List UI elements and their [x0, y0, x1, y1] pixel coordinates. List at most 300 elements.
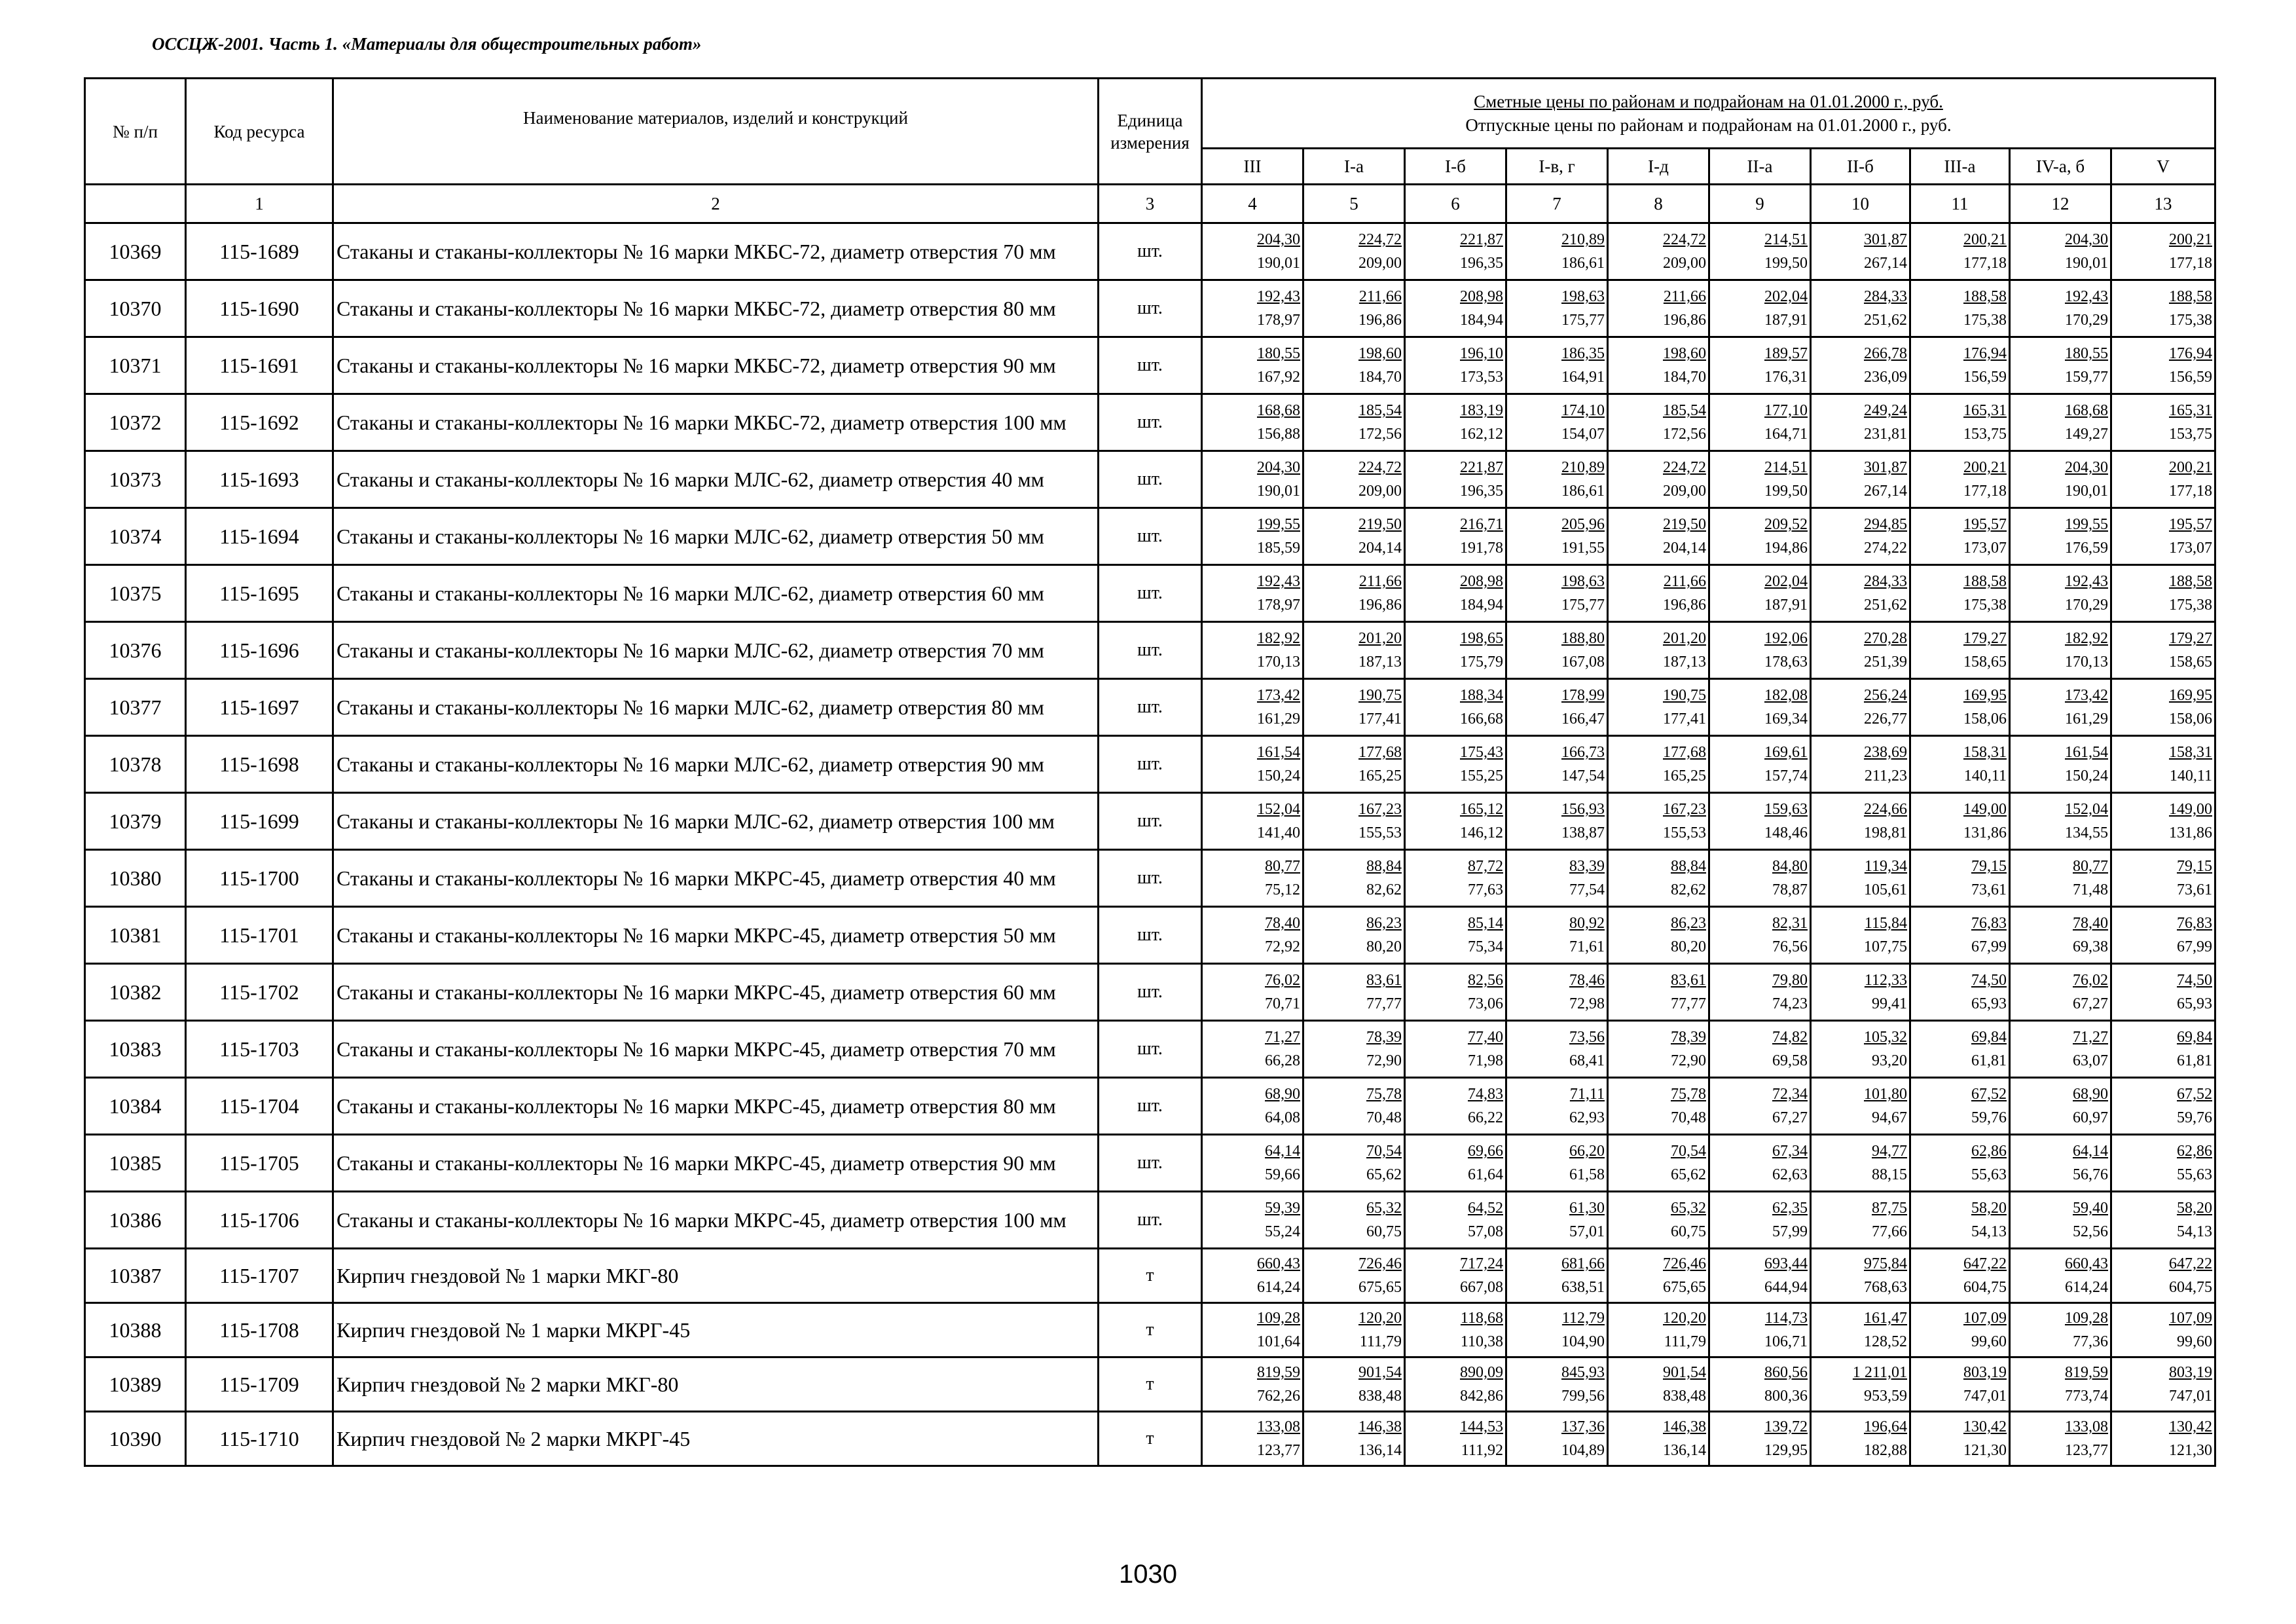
estimate-price: 182,08	[1764, 687, 1808, 704]
release-price: 65,93	[2177, 995, 2212, 1012]
price-cell	[1709, 337, 1811, 394]
estimate-price: 200,21	[1963, 459, 2007, 476]
release-price: 177,41	[1663, 710, 1706, 728]
price-cell	[1405, 850, 1506, 907]
unit-of-measure: шт.	[1099, 1078, 1202, 1135]
estimate-price: 208,98	[1460, 288, 1503, 305]
material-name: Стаканы и стаканы-коллекторы № 16 марки МКБС-72, диаметр отверстия 80 мм	[333, 280, 1099, 337]
price-cell	[1910, 394, 2010, 451]
release-price: 190,01	[2065, 483, 2108, 500]
release-price: 158,65	[1963, 654, 2007, 671]
release-price: 131,86	[2169, 824, 2212, 841]
estimate-price: 152,04	[2065, 801, 2108, 818]
release-price: 187,13	[1358, 654, 1402, 671]
price-cell	[1405, 964, 1506, 1021]
column-number	[85, 185, 186, 223]
price-cell	[1506, 736, 1608, 793]
price-cell	[2111, 907, 2215, 964]
estimate-price: 975,84	[1864, 1255, 1907, 1272]
header-price-group	[1202, 79, 2215, 149]
release-price: 128,52	[1864, 1333, 1907, 1350]
price-cell	[1405, 1412, 1506, 1466]
release-price: 198,81	[1864, 824, 1907, 841]
unit-of-measure: шт.	[1099, 1135, 1202, 1192]
resource-code: 115-1704	[186, 1078, 333, 1135]
price-cell	[1910, 337, 2010, 394]
column-number: 3	[1099, 185, 1202, 223]
price-cell	[1709, 1192, 1811, 1249]
price-cell	[1405, 280, 1506, 337]
release-price: 251,62	[1864, 312, 1907, 329]
table-row	[85, 565, 2215, 622]
estimate-price: 266,78	[1864, 345, 1907, 362]
price-cell	[1709, 565, 1811, 622]
price-cell	[1608, 1357, 1709, 1412]
material-name: Стаканы и стаканы-коллекторы № 16 марки МКРС-45, диаметр отверстия 40 мм	[333, 850, 1099, 907]
estimate-price: 256,24	[1864, 687, 1907, 704]
release-price: 77,63	[1468, 881, 1503, 898]
release-price: 75,12	[1265, 881, 1300, 898]
release-price: 267,14	[1864, 255, 1907, 272]
row-number: 10387	[85, 1249, 186, 1303]
table-row	[85, 622, 2215, 679]
price-cell	[1506, 1192, 1608, 1249]
price-cell	[1405, 736, 1506, 793]
price-cell	[1202, 223, 1303, 280]
estimate-price: 726,46	[1358, 1255, 1402, 1272]
release-price: 77,36	[2073, 1333, 2108, 1350]
price-cell	[1202, 850, 1303, 907]
release-price: 167,08	[1561, 654, 1605, 671]
release-price: 153,75	[2169, 426, 2212, 443]
material-name: Стаканы и стаканы-коллекторы № 16 марки МЛС-62, диаметр отверстия 80 мм	[333, 679, 1099, 736]
release-price: 140,11	[1963, 767, 2007, 784]
price-cell	[1811, 280, 1910, 337]
estimate-price: 200,21	[2169, 459, 2212, 476]
price-cell	[1709, 622, 1811, 679]
price-cell	[1506, 793, 1608, 850]
release-price: 93,20	[1872, 1052, 1907, 1069]
release-price: 156,88	[1257, 426, 1300, 443]
release-price: 199,50	[1764, 255, 1808, 272]
release-price: 73,61	[1971, 881, 2007, 898]
release-price: 149,27	[2065, 426, 2108, 443]
price-cell	[1202, 964, 1303, 1021]
estimate-price: 188,34	[1460, 687, 1503, 704]
column-number: 2	[333, 185, 1099, 223]
estimate-price: 198,63	[1561, 288, 1605, 305]
estimate-price: 112,33	[1864, 972, 1907, 989]
estimate-price: 204,30	[2065, 231, 2108, 248]
estimate-price: 107,09	[2169, 1310, 2212, 1327]
estimate-price: 219,50	[1663, 516, 1706, 533]
unit-of-measure: шт.	[1099, 679, 1202, 736]
estimate-price: 80,77	[2073, 858, 2108, 875]
material-name: Стаканы и стаканы-коллекторы № 16 марки МКРС-45, диаметр отверстия 100 мм	[333, 1192, 1099, 1249]
release-price: 80,20	[1671, 938, 1706, 955]
release-price: 236,09	[1864, 369, 1907, 386]
district-header: I-в, г	[1506, 149, 1608, 185]
estimate-price: 71,11	[1569, 1086, 1605, 1103]
release-price: 72,90	[1366, 1052, 1402, 1069]
price-cell	[1506, 1412, 1608, 1466]
estimate-price: 190,75	[1663, 687, 1706, 704]
release-price: 175,38	[2169, 312, 2212, 329]
estimate-price: 177,68	[1663, 744, 1706, 761]
release-price: 67,99	[1971, 938, 2007, 955]
unit-of-measure: шт.	[1099, 508, 1202, 565]
estimate-price: 803,19	[1963, 1364, 2007, 1381]
price-cell	[1303, 1249, 1405, 1303]
price-cell	[2010, 679, 2111, 736]
price-cell	[1405, 337, 1506, 394]
price-cell	[1303, 793, 1405, 850]
price-cell	[1202, 793, 1303, 850]
price-cell	[1506, 964, 1608, 1021]
estimate-price: 214,51	[1764, 231, 1808, 248]
release-price: 68,41	[1569, 1052, 1605, 1069]
release-price: 60,75	[1671, 1223, 1706, 1240]
release-price: 226,77	[1864, 710, 1907, 728]
estimate-price: 69,84	[2177, 1029, 2212, 1046]
release-price: 147,54	[1561, 767, 1605, 784]
resource-code: 115-1693	[186, 451, 333, 508]
table-row	[85, 850, 2215, 907]
estimate-price: 133,08	[1257, 1418, 1300, 1435]
price-cell	[1811, 565, 1910, 622]
price-cell	[1202, 565, 1303, 622]
price-cell	[1811, 1192, 1910, 1249]
release-price: 63,07	[2073, 1052, 2108, 1069]
estimate-price: 62,35	[1772, 1200, 1808, 1217]
material-name: Кирпич гнездовой № 2 марки МКРГ-45	[333, 1412, 1099, 1466]
price-cell	[1709, 1303, 1811, 1357]
estimate-price: 64,14	[2073, 1143, 2108, 1160]
price-cell	[1811, 1021, 1910, 1078]
material-name: Стаканы и стаканы-коллекторы № 16 марки МЛС-62, диаметр отверстия 100 мм	[333, 793, 1099, 850]
release-price: 65,93	[1971, 995, 2007, 1012]
price-cell	[1202, 337, 1303, 394]
estimate-price: 101,80	[1864, 1086, 1907, 1103]
row-number: 10388	[85, 1303, 186, 1357]
release-price: 64,08	[1265, 1109, 1300, 1126]
price-cell	[1608, 1249, 1709, 1303]
estimate-price: 76,02	[2073, 972, 2108, 989]
release-price: 70,48	[1671, 1109, 1706, 1126]
price-cell	[1709, 907, 1811, 964]
release-price: 675,65	[1358, 1279, 1402, 1296]
release-price: 196,35	[1460, 255, 1503, 272]
estimate-price: 660,43	[1257, 1255, 1300, 1272]
price-cell	[1405, 622, 1506, 679]
price-cell	[1811, 508, 1910, 565]
row-number: 10382	[85, 964, 186, 1021]
resource-code: 115-1700	[186, 850, 333, 907]
row-number: 10379	[85, 793, 186, 850]
price-cell	[1405, 793, 1506, 850]
table-body	[85, 223, 2215, 1466]
estimate-price: 224,72	[1358, 231, 1402, 248]
release-price: 164,91	[1561, 369, 1605, 386]
release-price: 60,75	[1366, 1223, 1402, 1240]
release-price: 123,77	[2065, 1442, 2108, 1459]
release-price: 55,24	[1265, 1223, 1300, 1240]
price-cell	[1709, 1357, 1811, 1412]
price-cell	[2010, 1303, 2111, 1357]
column-number: 11	[1910, 185, 2010, 223]
estimate-price: 210,89	[1561, 459, 1605, 476]
release-price: 177,18	[1963, 255, 2007, 272]
release-price: 110,38	[1460, 1333, 1503, 1350]
row-number: 10375	[85, 565, 186, 622]
estimate-price: 130,42	[1963, 1418, 2007, 1435]
estimate-price: 188,80	[1561, 630, 1605, 647]
row-number: 10376	[85, 622, 186, 679]
price-cell	[1405, 1357, 1506, 1412]
price-cell	[1608, 394, 1709, 451]
unit-of-measure: шт.	[1099, 850, 1202, 907]
row-number: 10381	[85, 907, 186, 964]
unit-of-measure: шт.	[1099, 394, 1202, 451]
release-price: 154,07	[1561, 426, 1605, 443]
price-cell	[2010, 622, 2111, 679]
estimate-price: 216,71	[1460, 516, 1503, 533]
release-price: 186,61	[1561, 483, 1605, 500]
table-row	[85, 1135, 2215, 1192]
release-price: 156,59	[2169, 369, 2212, 386]
price-cell	[1405, 1303, 1506, 1357]
estimate-price: 80,77	[1265, 858, 1300, 875]
price-cell	[1811, 337, 1910, 394]
price-cell	[1405, 1135, 1506, 1192]
estimate-price: 158,31	[1963, 744, 2007, 761]
table-row	[85, 1021, 2215, 1078]
table-row	[85, 1249, 2215, 1303]
release-price: 177,41	[1358, 710, 1402, 728]
release-price: 165,25	[1663, 767, 1706, 784]
release-price: 164,71	[1764, 426, 1808, 443]
table-row	[85, 1078, 2215, 1135]
release-price: 614,24	[1257, 1279, 1300, 1296]
estimate-price: 173,42	[1257, 687, 1300, 704]
row-number: 10384	[85, 1078, 186, 1135]
release-price: 54,13	[1971, 1223, 2007, 1240]
release-price: 66,28	[1265, 1052, 1300, 1069]
estimate-price: 88,84	[1671, 858, 1706, 875]
price-cell	[1811, 736, 1910, 793]
price-cell	[1202, 1021, 1303, 1078]
estimate-price: 66,20	[1569, 1143, 1605, 1160]
row-number: 10383	[85, 1021, 186, 1078]
release-price: 77,77	[1366, 995, 1402, 1012]
estimate-price: 72,34	[1772, 1086, 1808, 1103]
price-cell	[1202, 451, 1303, 508]
estimate-price: 86,23	[1671, 915, 1706, 932]
release-price: 267,14	[1864, 483, 1907, 500]
release-price: 55,63	[2177, 1166, 2212, 1183]
estimate-price: 65,32	[1671, 1200, 1706, 1217]
resource-code: 115-1707	[186, 1249, 333, 1303]
price-cell	[2111, 394, 2215, 451]
estimate-price: 64,14	[1265, 1143, 1300, 1160]
estimate-price: 166,73	[1561, 744, 1605, 761]
release-price: 166,47	[1561, 710, 1605, 728]
estimate-price: 717,24	[1460, 1255, 1503, 1272]
release-price: 204,14	[1358, 540, 1402, 557]
price-cell	[2010, 337, 2111, 394]
release-price: 158,06	[1963, 710, 2007, 728]
price-cell	[2111, 622, 2215, 679]
release-price: 56,76	[2073, 1166, 2108, 1183]
release-price: 747,01	[2169, 1388, 2212, 1405]
release-price: 209,00	[1663, 255, 1706, 272]
price-cell	[1608, 793, 1709, 850]
estimate-price: 64,52	[1468, 1200, 1503, 1217]
resource-code: 115-1708	[186, 1303, 333, 1357]
district-header: V	[2111, 149, 2215, 185]
table-row	[85, 451, 2215, 508]
price-cell	[1506, 337, 1608, 394]
price-cell	[1608, 622, 1709, 679]
price-cell	[1303, 850, 1405, 907]
price-cell	[2010, 736, 2111, 793]
estimate-price: 214,51	[1764, 459, 1808, 476]
release-price: 66,22	[1468, 1109, 1503, 1126]
release-price: 71,98	[1468, 1052, 1503, 1069]
release-price: 148,46	[1764, 824, 1808, 841]
estimate-price: 62,86	[2177, 1143, 2212, 1160]
release-price: 170,29	[2065, 597, 2108, 614]
estimate-price: 176,94	[2169, 345, 2212, 362]
estimate-price: 105,32	[1864, 1029, 1907, 1046]
price-cell	[1608, 964, 1709, 1021]
release-price: 136,14	[1358, 1442, 1402, 1459]
price-cell	[1506, 850, 1608, 907]
estimate-price: 188,58	[1963, 288, 2007, 305]
price-cell	[2111, 1412, 2215, 1466]
price-cell	[1202, 1135, 1303, 1192]
price-cell	[2010, 1249, 2111, 1303]
price-cell	[2111, 337, 2215, 394]
price-cell	[1506, 508, 1608, 565]
column-number: 10	[1811, 185, 1910, 223]
price-cell	[1811, 793, 1910, 850]
price-cell	[1608, 1021, 1709, 1078]
release-price: 196,86	[1358, 597, 1402, 614]
price-cell	[1303, 1135, 1405, 1192]
release-price: 61,81	[2177, 1052, 2212, 1069]
price-cell	[2111, 508, 2215, 565]
release-price: 175,77	[1561, 597, 1605, 614]
price-cell	[1405, 1249, 1506, 1303]
estimate-price: 183,19	[1460, 402, 1503, 419]
price-cell	[1811, 679, 1910, 736]
estimate-price: 204,30	[1257, 459, 1300, 476]
material-name: Кирпич гнездовой № 2 марки МКГ-80	[333, 1357, 1099, 1412]
price-cell	[1811, 1078, 1910, 1135]
estimate-price: 294,85	[1864, 516, 1907, 533]
release-price: 156,59	[1963, 369, 2007, 386]
row-number: 10374	[85, 508, 186, 565]
price-cell	[1202, 1249, 1303, 1303]
estimate-price: 75,78	[1366, 1086, 1402, 1103]
release-price: 187,13	[1663, 654, 1706, 671]
estimate-price: 130,42	[2169, 1418, 2212, 1435]
price-cell	[1303, 907, 1405, 964]
price-cell	[1608, 679, 1709, 736]
table-row	[85, 337, 2215, 394]
estimate-price: 85,14	[1468, 915, 1503, 932]
estimate-price: 188,58	[2169, 573, 2212, 590]
release-price: 99,41	[1872, 995, 1907, 1012]
price-table	[84, 77, 2216, 1467]
table-row	[85, 793, 2215, 850]
release-price: 121,30	[1963, 1442, 2007, 1459]
price-cell	[1608, 280, 1709, 337]
price-cell	[1910, 1192, 2010, 1249]
release-price: 69,38	[2073, 938, 2108, 955]
estimate-price: 59,39	[1265, 1200, 1300, 1217]
estimate-price: 195,57	[1963, 516, 2007, 533]
price-cell	[1709, 1135, 1811, 1192]
estimate-price: 115,84	[1864, 915, 1907, 932]
price-cell	[2010, 394, 2111, 451]
estimate-price: 161,47	[1864, 1310, 1907, 1327]
estimate-price: 819,59	[2065, 1364, 2108, 1381]
price-cell	[1405, 679, 1506, 736]
estimate-price: 208,98	[1460, 573, 1503, 590]
estimate-price: 119,34	[1864, 858, 1907, 875]
district-header: I-д	[1608, 149, 1709, 185]
header-name: Наименование материалов, изделий и конструкций	[333, 79, 1099, 185]
release-price: 74,23	[1772, 995, 1808, 1012]
estimate-price: 819,59	[1257, 1364, 1300, 1381]
price-cell	[1811, 907, 1910, 964]
price-cell	[1709, 1021, 1811, 1078]
release-price: 196,35	[1460, 483, 1503, 500]
material-name: Стаканы и стаканы-коллекторы № 16 марки МКРС-45, диаметр отверстия 80 мм	[333, 1078, 1099, 1135]
release-price: 604,75	[1963, 1279, 2007, 1296]
price-cell	[1910, 508, 2010, 565]
unit-of-measure: шт.	[1099, 793, 1202, 850]
estimate-price: 174,10	[1561, 402, 1605, 419]
row-number: 10370	[85, 280, 186, 337]
estimate-price: 120,20	[1358, 1310, 1402, 1327]
price-cell	[1303, 1412, 1405, 1466]
price-cell	[1608, 1303, 1709, 1357]
release-price: 71,48	[2073, 881, 2108, 898]
estimate-price: 199,55	[1257, 516, 1300, 533]
release-price: 166,68	[1460, 710, 1503, 728]
estimate-price: 58,20	[2177, 1200, 2212, 1217]
estimate-price: 71,27	[2073, 1029, 2108, 1046]
estimate-price: 118,68	[1460, 1310, 1503, 1327]
district-header: IV-а, б	[2010, 149, 2111, 185]
estimate-price: 192,43	[2065, 288, 2108, 305]
release-price: 62,93	[1569, 1109, 1605, 1126]
release-price: 170,29	[2065, 312, 2108, 329]
estimate-price: 185,54	[1358, 402, 1402, 419]
estimate-price: 59,40	[2073, 1200, 2108, 1217]
release-price: 141,40	[1257, 824, 1300, 841]
estimate-price: 647,22	[1963, 1255, 2007, 1272]
price-cell	[1709, 679, 1811, 736]
release-price: 67,99	[2177, 938, 2212, 955]
release-price: 667,08	[1460, 1279, 1503, 1296]
release-price: 104,89	[1561, 1442, 1605, 1459]
resource-code: 115-1691	[186, 337, 333, 394]
estimate-price: 284,33	[1864, 573, 1907, 590]
